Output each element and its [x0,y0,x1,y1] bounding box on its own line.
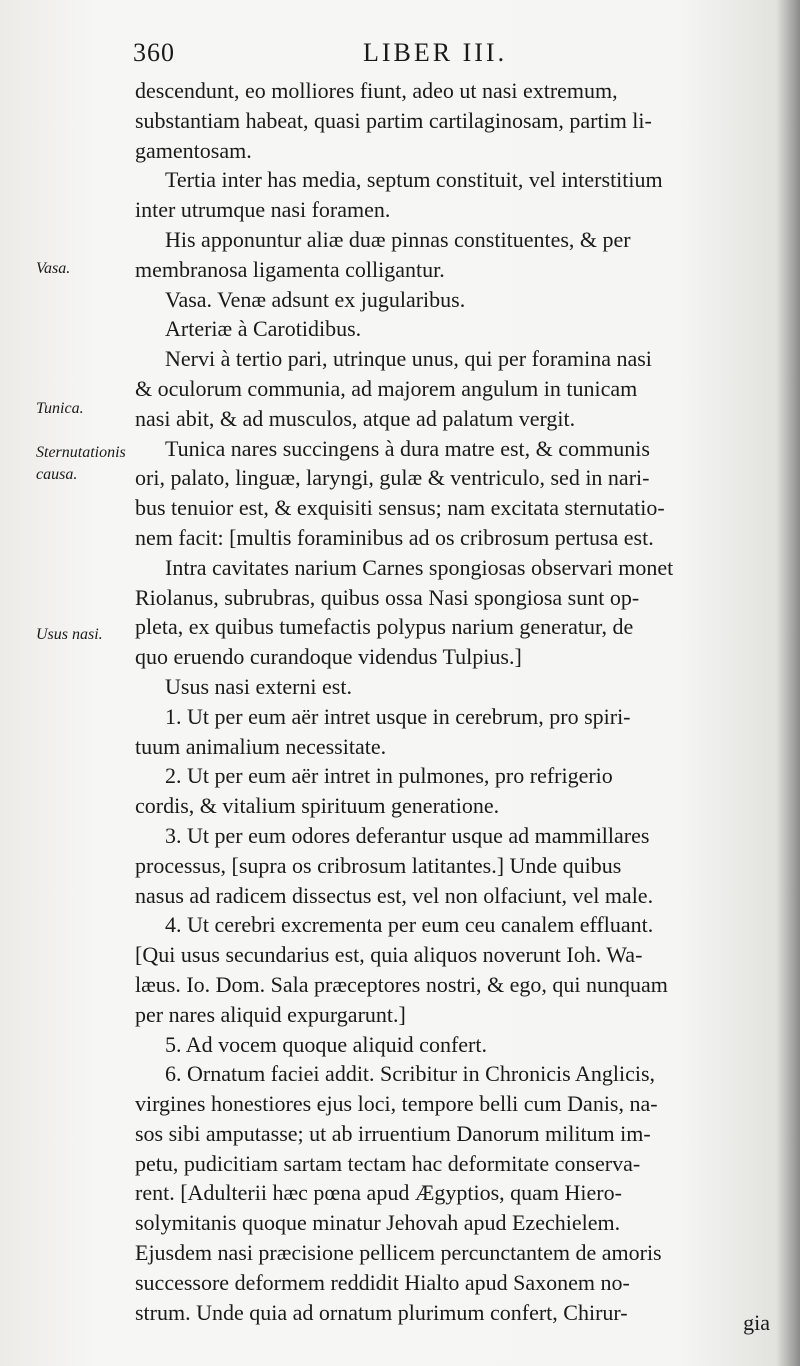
text-line: Usus nasi externi est. [165,673,352,699]
text-line: solymitanis quoque minatur Jehovah apud Ezechielem. [135,1210,621,1236]
text-line: nasi abit, & ad musculos, atque ad palatum vergit. [135,405,576,431]
text-line: ori, palato, linguæ, laryngi, gulæ & ventriculo, sed in nari- [135,465,650,491]
text-line: Vasa. Venæ adsunt ex jugularibus. [165,286,466,312]
page-header [133,38,743,78]
text-line: virgines honestiores ejus loci, tempore belli cum Danis, na- [135,1091,658,1117]
text-line: His apponuntur aliæ duæ pinnas constituentes, & per [165,226,631,252]
text-line: nem facit: [multis foraminibus ad os cribrosum pertusa est. [135,524,654,550]
text-line: strum. Unde quia ad ornatum plurimum confert, Chirur- [135,1299,628,1325]
margin-note: Vasa. [36,260,71,277]
text-line: Tunica nares succingens à dura matre est, & communis [165,435,650,461]
text-line: pleta, ex quibus tumefactis polypus narium generatur, de [135,614,634,640]
text-line: quo eruendo curandoque videndus Tulpius.] [135,644,522,670]
text-line: cordis, & vitalium spirituum generatione. [135,793,500,819]
text-line: membranosa ligamenta colligantur. [135,256,445,282]
text-line: Arteriæ à Carotidibus. [165,316,362,342]
text-line: 6. Ornatum faciei addit. Scribitur in Chronicis Anglicis, [165,1061,656,1087]
text-line: Tertia inter has media, septum constituit, vel interstitium [165,167,663,193]
text-line: inter utrumque nasi foramen. [135,197,391,223]
text-line: [Qui usus secundarius est, quia aliquos noverunt Ioh. Wa- [135,942,643,968]
margin-note: Usus nasi. [36,626,103,643]
text-line: rent. [Adulterii hæc pœna apud Ægyptios, quam Hiero- [135,1180,622,1206]
text-line: sos sibi amputasse; ut ab irruentium Danorum militum im- [135,1120,651,1146]
text-line: substantiam habeat, quasi partim cartilaginosam, partim li- [135,107,652,133]
text-line: læus. Io. Dom. Sala præceptores nostri, & ego, qui nunquam [135,971,668,997]
text-line: descendunt, eo molliores fiunt, adeo ut nasi extremum, [135,78,618,103]
page-number: 360 [133,38,175,67]
text-line: gamentosam. [135,137,252,163]
text-line: 4. Ut cerebri excrementa per eum ceu canalem effluant. [165,912,654,938]
text-line: per nares aliquid expurgarunt.] [135,1001,406,1027]
text-line: successore deformem reddidit Hialto apud Saxonem no- [135,1269,630,1295]
margin-notes [0,0,133,1366]
text-line: Riolanus, subrubras, quibus ossa Nasi spongiosa sunt op- [135,584,640,610]
text-line: processus, [supra os cribrosum latitantes.] Unde quibus [135,852,622,878]
catchword: gia [743,1310,770,1335]
text-line: 3. Ut per eum odores deferantur usque ad mammillares [165,822,650,848]
text-line: tuum animalium necessitate. [135,733,387,759]
text-line: petu, pudicitiam sartam tectam hac deformitate conserva- [135,1150,641,1176]
text-line: & oculorum communia, ad majorem angulum in tunicam [135,375,638,401]
running-title: LIBER III. [363,38,508,67]
body-text [135,76,750,1327]
text-line: 2. Ut per eum aër intret in pulmones, pro refrigerio [165,763,613,789]
text-line: Nervi à tertio pari, utrinque unus, qui per foramina nasi [165,346,652,372]
margin-note: Tunica. [36,400,84,417]
text-line: 5. Ad vocem quoque aliquid confert. [165,1031,487,1057]
margin-note: Sternutationis causa. [36,444,126,483]
text-line: nasus ad radicem dissectus est, vel non olfaciunt, vel male. [135,882,654,908]
text-line: Intra cavitates narium Carnes spongiosas observari monet [165,554,674,580]
text-line: bus tenuior est, & exquisiti sensus; nam excitata sternutatio- [135,495,665,521]
text-line: 1. Ut per eum aër intret usque in cerebrum, pro spiri- [165,703,631,729]
text-line: Ejusdem nasi præcisione pellicem percunctantem de amoris [135,1240,662,1266]
